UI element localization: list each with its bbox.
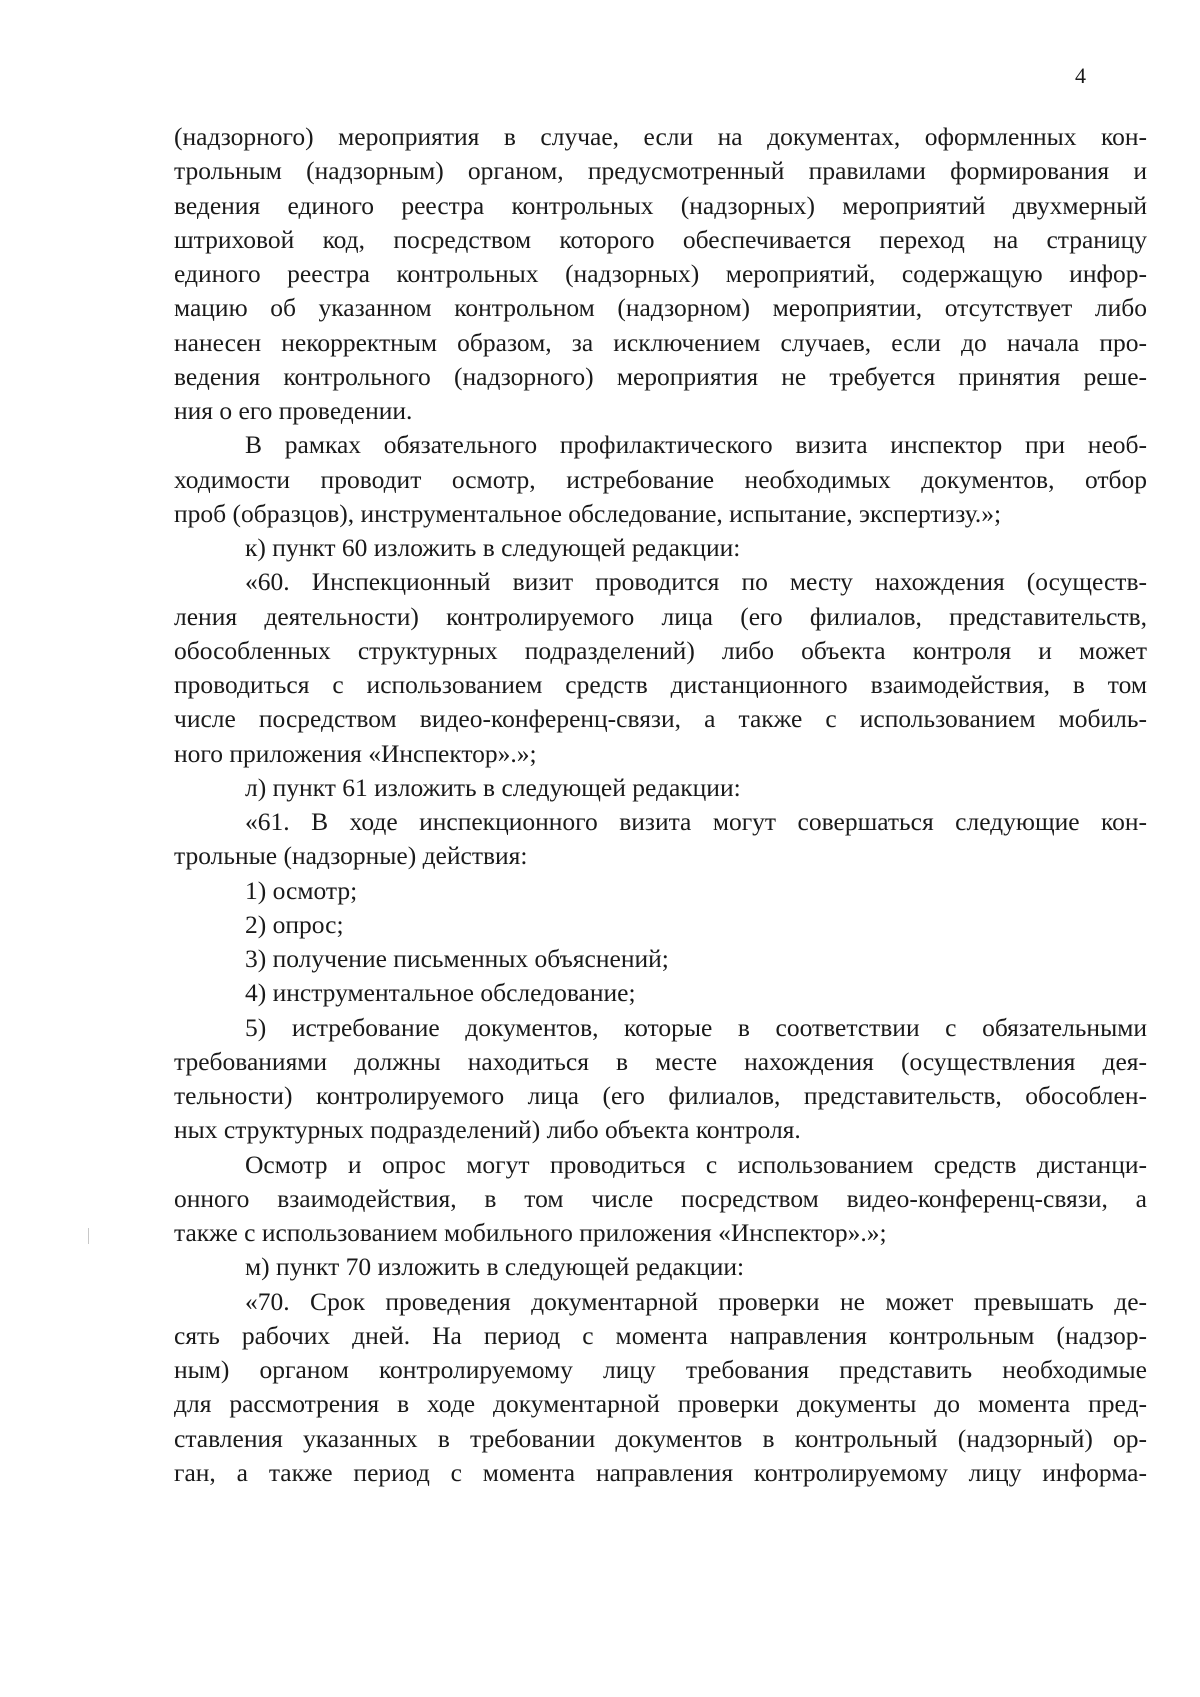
text-line: онного взаимодействия, в том числе посредством видео-конференц-связи, а (174, 1183, 1147, 1213)
text-line: 2) опрос; (245, 909, 344, 939)
text-line: нанесен некорректным образом, за исключением случаев, если до начала про- (174, 327, 1147, 357)
text-line: ных структурных подразделений) либо объекта контроля. (174, 1115, 801, 1145)
text-line: ведения единого реестра контрольных (надзорных) мероприятий двухмерный (174, 190, 1147, 220)
text-line: штриховой код, посредством которого обеспечивается переход на страницу (174, 224, 1147, 254)
text-line: мацию об указанном контрольном (надзорном) мероприятии, отсутствует либо (174, 293, 1147, 323)
text-line: ставления указанных в требовании документов в контрольный (надзорный) ор- (174, 1423, 1147, 1453)
text-line: к) пункт 60 изложить в следующей редакции: (245, 533, 741, 562)
text-line: ведения контрольного (надзорного) мероприятия не требуется принятия реше- (174, 361, 1147, 391)
text-line: ным) органом контролируемому лицу требования представить необходимые (174, 1355, 1147, 1384)
text-line: В рамках обязательного профилактического визита инспектор при необ- (245, 430, 1147, 460)
text-line: (надзорного) мероприятия в случае, если на документах, оформленных кон- (174, 122, 1147, 151)
text-line: ган, а также период с момента направления контролируемому лицу информа- (174, 1457, 1147, 1487)
document-body (174, 120, 1147, 1490)
text-line: «70. Срок проведения документарной проверки не может превышать де- (245, 1286, 1147, 1316)
text-line: также с использованием мобильного приложения «Инспектор».»; (174, 1218, 887, 1247)
text-line: числе посредством видео-конференц-связи, а также с использованием мобиль- (174, 704, 1147, 734)
text-line: для рассмотрения в ходе документарной проверки документы до момента пред- (174, 1389, 1147, 1419)
text-line: 4) инструментальное обследование; (245, 978, 636, 1008)
text-line: сять рабочих дней. На период с момента направления контрольным (надзор- (174, 1320, 1147, 1350)
text-line: л) пункт 61 изложить в следующей редакции: (245, 772, 741, 802)
text-line: обособленных структурных подразделений) либо объекта контроля и может (174, 635, 1147, 665)
text-line: проводиться с использованием средств дистанционного взаимодействия, в том (174, 670, 1147, 699)
text-line: проб (образцов), инструментальное обследование, испытание, экспертизу.»; (174, 498, 1002, 528)
text-line: трольные (надзорные) действия: (174, 841, 528, 871)
text-line: ного приложения «Инспектор».»; (174, 738, 537, 768)
text-line: 3) получение письменных объяснений; (245, 944, 669, 973)
text-line: «60. Инспекционный визит проводится по месту нахождения (осуществ- (245, 567, 1147, 597)
text-line: 1) осмотр; (245, 875, 358, 905)
text-line: трольным (надзорным) органом, предусмотренный правилами формирования и (174, 156, 1147, 186)
text-line: 5) истребование документов, которые в соответствии с обязательными (245, 1012, 1147, 1042)
text-line: Осмотр и опрос могут проводиться с использованием средств дистанци- (245, 1149, 1147, 1179)
text-line: ходимости проводит осмотр, истребование необходимых документов, отбор (174, 464, 1147, 494)
text-line: ления деятельности) контролируемого лица (его филиалов, представительств, (174, 601, 1147, 631)
text-line: «61. В ходе инспекционного визита могут совершаться следующие кон- (245, 807, 1147, 836)
text-line: требованиями должны находиться в месте нахождения (осуществления дея- (174, 1046, 1147, 1076)
text-line: единого реестра контрольных (надзорных) мероприятий, содержащую инфор- (174, 259, 1147, 288)
text-line: ния о его проведении. (174, 396, 413, 425)
scan-artifact (88, 1228, 89, 1244)
text-line: тельности) контролируемого лица (его филиалов, представительств, обособлен- (174, 1081, 1147, 1110)
page-number: 4 (1075, 63, 1086, 88)
text-line: м) пункт 70 изложить в следующей редакции: (245, 1252, 745, 1282)
